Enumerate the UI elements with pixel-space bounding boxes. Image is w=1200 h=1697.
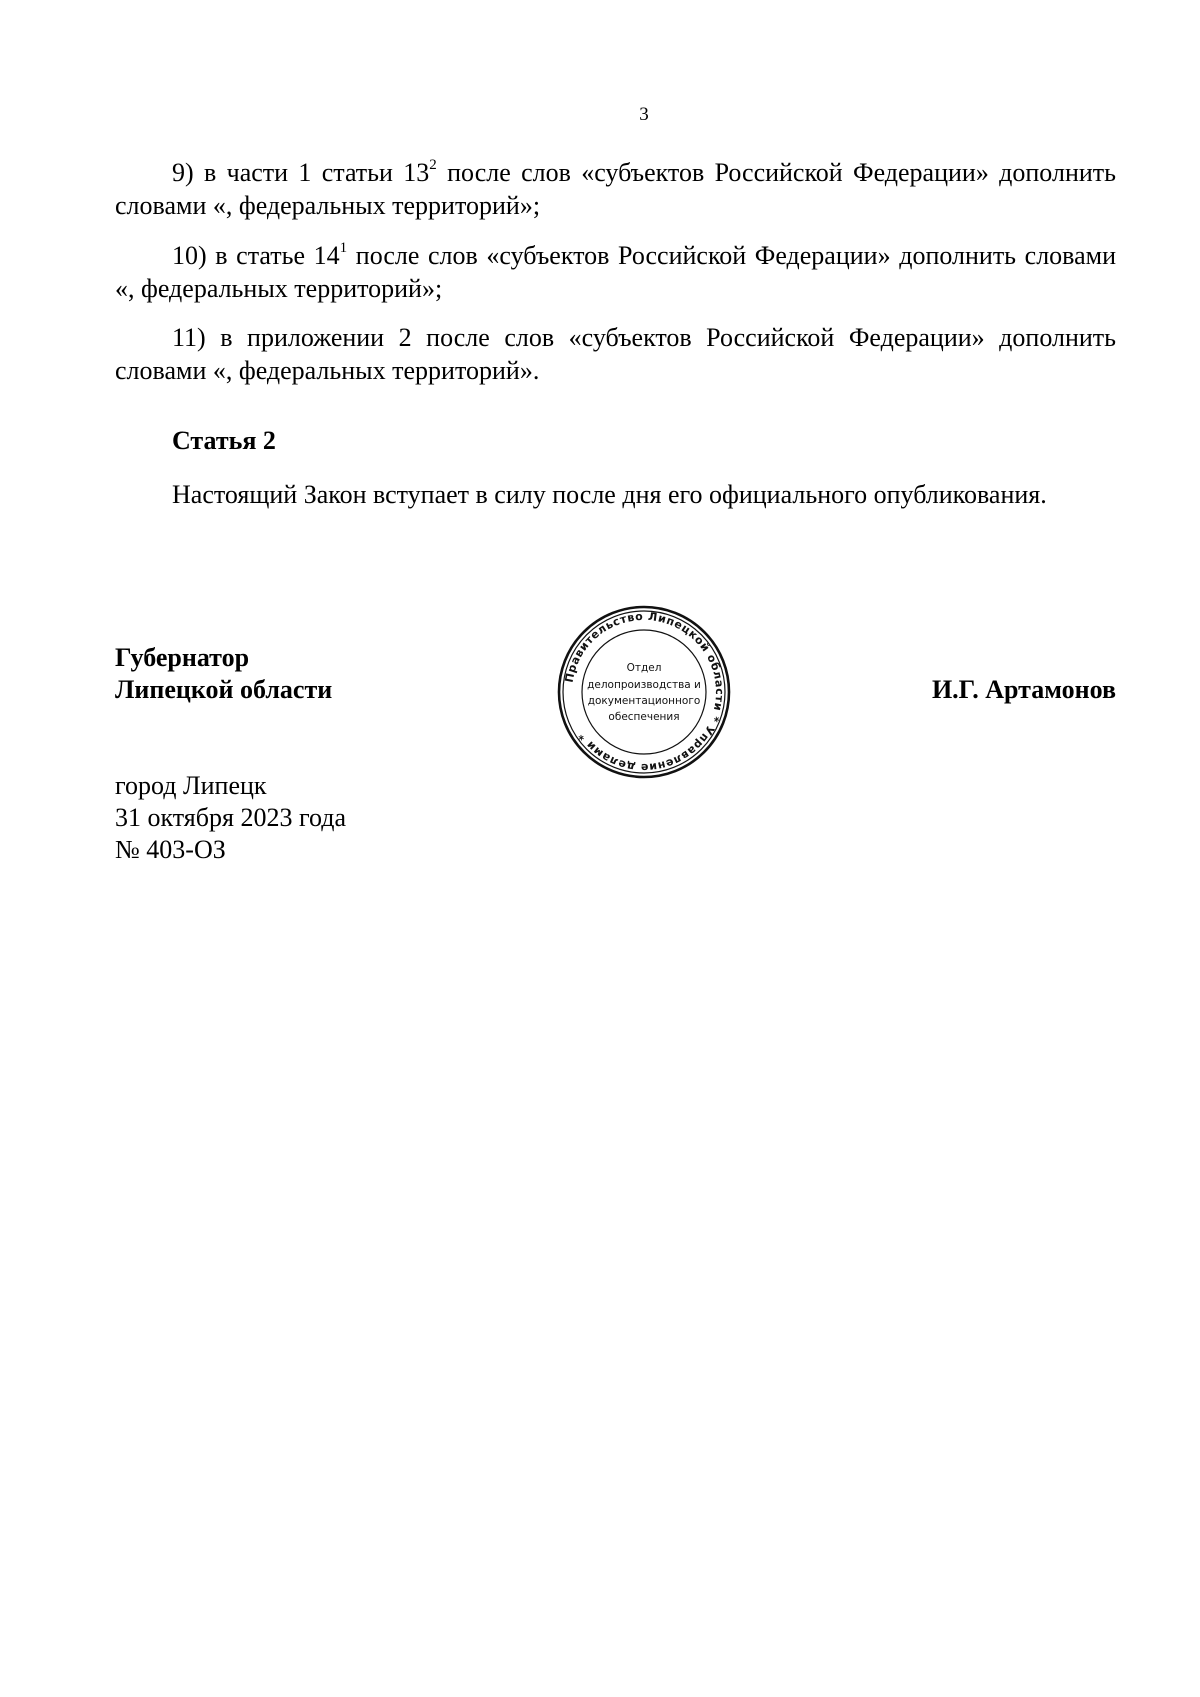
item-10-before: 10) в статье 14 [172,241,340,270]
law-number: № 403-ОЗ [115,835,226,864]
article-2-heading: Статья 2 [172,426,276,455]
item-9-after: после слов «субъектов Российской Федерации» дополнить словами «, федеральных территорий»; [115,158,1116,220]
seal-inner-line-3: документационного [587,695,701,707]
item-11-text [115,321,1116,387]
date: 31 октября 2023 года [115,803,346,832]
item-9-before: 9) в части 1 статьи 13 [172,158,430,187]
signatory-title-line-1: Губернатор [115,643,250,672]
list-item-10 [115,239,1116,305]
article-2-body [115,478,1116,511]
svg-text:Правительство Липецкой области [563,610,726,774]
list-item-9 [115,156,1116,222]
seal-outer-text: Правительство Липецкой области * Управление делами * [562,609,727,775]
signatory-title-line-2: Липецкой области [115,675,333,704]
page-number: 3 [639,104,649,125]
signatory-title [115,642,332,706]
item-9-superscript: 2 [429,157,437,173]
official-seal [556,604,732,780]
list-item-11 [115,321,1116,387]
item-10-text [115,239,1116,305]
item-10-superscript: 1 [339,240,348,256]
seal-inner-line-1: Отдел [626,662,662,674]
signatory-name: И.Г. Артамонов [931,675,1116,704]
item-9-text [115,156,1116,222]
article-2-text: Настоящий Закон вступает в силу после дня его официального опубликования. [172,480,1047,509]
seal-inner-line-2: делопроизводства и [587,679,701,691]
item-11-before: 11) в приложении 2 после слов «субъектов Российской Федерации» дополнить словами «, федеральных территорий». [115,323,1116,385]
document-footer [115,770,346,866]
seal-inner-line-4: обеспечения [608,711,680,723]
item-10-after: после слов «субъектов Российской Федерации» дополнить словами «, федеральных территорий»; [115,241,1117,303]
city: город Липецк [115,771,267,800]
